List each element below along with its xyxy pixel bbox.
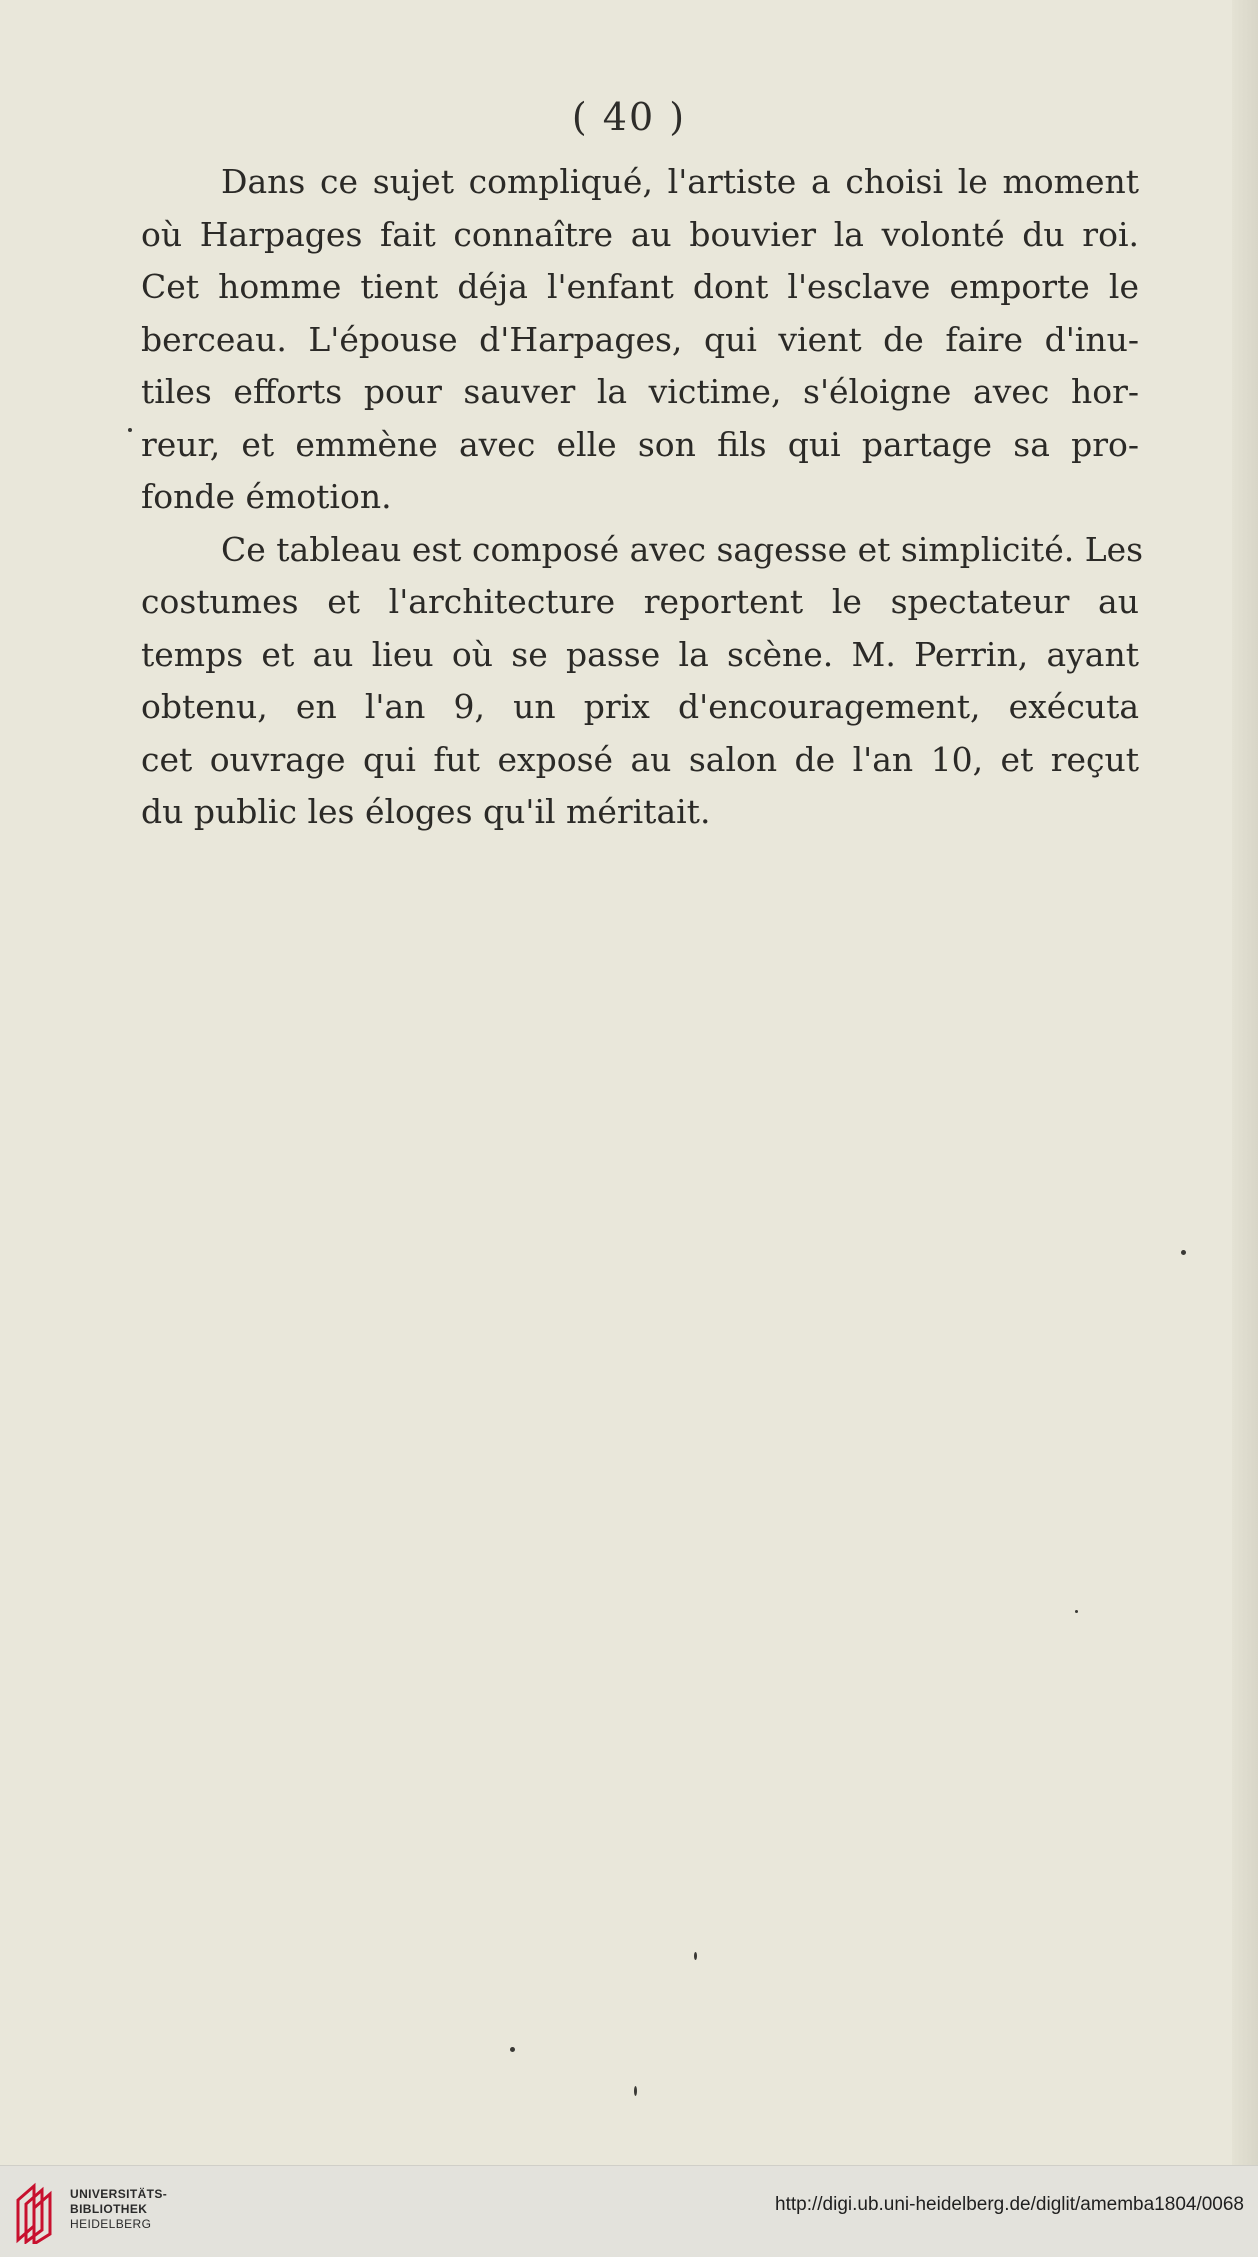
page-number: ( 40 )	[571, 95, 687, 139]
library-name	[70, 2187, 167, 2232]
text-line: temps et au lieu où se passe la scène. M. Perrin, ayant	[141, 634, 1139, 674]
text-line: fonde émotion.	[141, 477, 392, 516]
text-line: cet ouvrage qui fut exposé au salon de l'an 10, et reçut	[141, 739, 1139, 779]
text-line: reur, et emmène avec elle son fils qui partage sa pro-	[141, 424, 1139, 464]
text-line: où Harpages fait connaître au bouvier la volonté du roi.	[141, 214, 1139, 254]
paper-speck	[128, 428, 132, 432]
text-line: Cet homme tient déja l'enfant dont l'esclave emporte le	[141, 267, 1139, 306]
paper-speck	[694, 1952, 697, 1960]
library-logo-icon	[14, 2180, 60, 2244]
library-name-line: BIBLIOTHEK	[70, 2202, 148, 2216]
paper-speck	[634, 2086, 637, 2096]
paragraph-2	[141, 524, 1144, 839]
text-line: costumes et l'architecture reportent le spectateur au	[141, 582, 1139, 621]
paragraph-1	[141, 156, 1139, 524]
paper-speck	[1181, 1250, 1186, 1255]
text-line: berceau. L'épouse d'Harpages, qui vient de faire d'inu-	[141, 319, 1139, 359]
text-line: tiles efforts pour sauver la victime, s'éloigne avec hor-	[141, 372, 1139, 411]
footer-bar	[0, 2165, 1258, 2257]
text-line: du public les éloges qu'il méritait.	[141, 792, 711, 831]
library-name-line: HEIDELBERG	[70, 2217, 152, 2231]
library-name-line: UNIVERSITÄTS-	[70, 2187, 168, 2201]
page-edge-shadow	[1232, 0, 1258, 2165]
permalink-url[interactable]: http://digi.ub.uni-heidelberg.de/diglit/amemba1804/0068	[775, 2194, 1244, 2215]
paper-speck	[510, 2047, 515, 2052]
text-line: Dans ce sujet compliqué, l'artiste a choisi le moment	[221, 162, 1139, 201]
text-line: obtenu, en l'an 9, un prix d'encouragement, exécuta	[141, 687, 1139, 726]
body-text	[141, 156, 1144, 839]
text-line: Ce tableau est composé avec sagesse et simplicité. Les	[221, 529, 1144, 569]
paper-speck	[1075, 1610, 1078, 1613]
